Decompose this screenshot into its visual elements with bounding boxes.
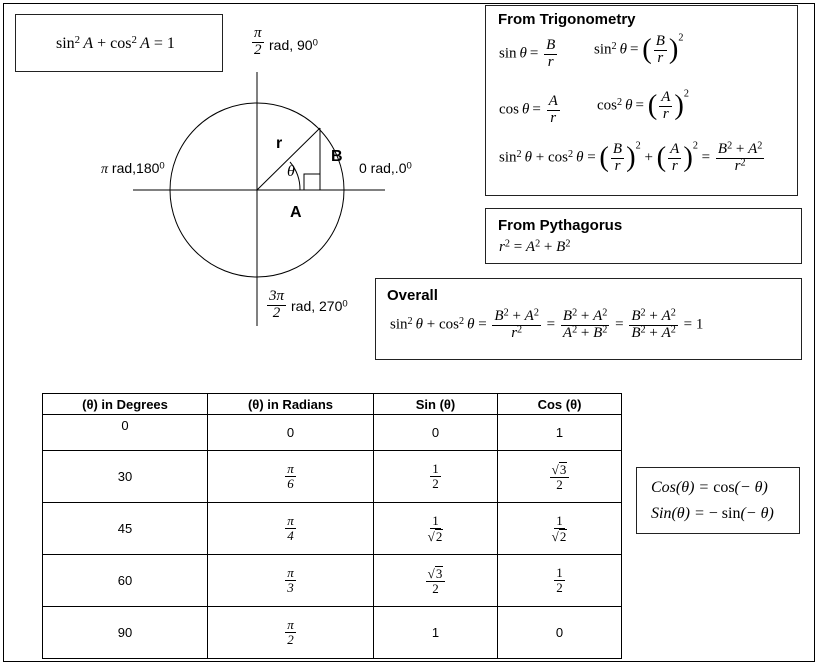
sin-theta-eq: sin θ = $\frac{B}{r}$	[499, 37, 556, 70]
table-header-row	[43, 394, 622, 415]
right-angle-label: 0 $rad,.0^0$	[359, 160, 412, 176]
cell-sin: 0	[374, 415, 498, 451]
pythagoras-box	[485, 208, 802, 264]
cell-cos: $\frac{1}{2}$	[498, 555, 622, 607]
header-cos: Cos (θ)	[498, 394, 622, 415]
table-row	[43, 555, 622, 607]
cell-cos: $\frac{√3}{2}$	[498, 451, 622, 503]
table-row	[43, 503, 622, 555]
angles-table	[42, 393, 622, 659]
header-degrees: (θ) in Degrees	[43, 394, 208, 415]
cell-degrees: 30	[43, 451, 208, 503]
sum-of-squares-eq: $\sin^2 \theta + \cos^2 \theta$ = ( $\frac{B}{r}$ )$^2$ + ( $\frac{A}{r}$ )$^2$ = $\frac{B^2 + A^2}{r^2}$	[499, 140, 763, 174]
pythagoras-title: From Pythagorus	[498, 217, 623, 234]
cell-cos: 1	[498, 415, 622, 451]
overall-title: Overall	[387, 287, 438, 304]
cos-theta-eq: cos θ = $\frac{A}{r}$	[499, 93, 558, 126]
cell-sin: $\frac{1}{√2}$	[374, 503, 498, 555]
top-angle-text: rad, $90^0$	[269, 37, 318, 53]
overall-equation: $\sin^2 \theta + \cos^2 \theta$ = $\frac{B^2 + A^2}{r^2}$ = $\frac{B^2 + A^2}{A^2 + B^2}$ = $\frac{B^2 + A^2}{B^2 + A^2}$ = 1	[390, 307, 704, 341]
table-row	[43, 415, 622, 451]
cell-cos: 0	[498, 607, 622, 659]
cell-cos: $\frac{1}{√2}$	[498, 503, 622, 555]
parity-identity-box	[636, 467, 800, 534]
trigonometry-box	[485, 5, 798, 196]
header-sin: Sin (θ)	[374, 394, 498, 415]
overall-box	[375, 278, 802, 360]
cell-radians: $\frac{\pi}{2}$	[208, 607, 374, 659]
cell-sin: $\frac{1}{2}$	[374, 451, 498, 503]
cell-radians: $\frac{\pi}{4}$	[208, 503, 374, 555]
identity-equation: $\sin^2 A + \cos^2 A = 1$	[56, 34, 175, 52]
theta-label: θ	[287, 163, 295, 180]
cell-sin: $\frac{√3}{2}$	[374, 555, 498, 607]
table-row	[43, 607, 622, 659]
cell-degrees: 60	[43, 555, 208, 607]
cell-radians: $\frac{\pi}{3}$	[208, 555, 374, 607]
side-b-label: B	[331, 148, 343, 165]
cell-degrees: 45	[43, 503, 208, 555]
radius-label: r	[276, 135, 283, 152]
cell-degrees: 0	[43, 415, 208, 451]
cell-sin: 1	[374, 607, 498, 659]
cos-sq-theta-eq: $\cos^2 \theta$ = ( $\frac{A}{r}$ )$^2$	[597, 88, 689, 122]
sin-sq-theta-eq: $\sin^2 \theta$ = ( $\frac{B}{r}$ )$^2$	[594, 32, 684, 66]
cell-radians: $\frac{\pi}{6}$	[208, 451, 374, 503]
sin-parity-line: Sin(θ) = − sin(− θ)	[651, 505, 774, 522]
right-angle-marker	[304, 174, 320, 190]
cos-parity-line: Cos(θ) = cos(− θ)	[651, 479, 768, 496]
bottom-angle-label: $\frac{3\pi}{2}$	[269, 288, 285, 321]
trigonometry-title: From Trigonometry	[498, 11, 636, 28]
table-row	[43, 451, 622, 503]
cell-degrees: 90	[43, 607, 208, 659]
left-angle-label: π rad,180$^0$	[101, 160, 165, 177]
pythagoras-equation: $r^2 = A^2 + B^2$	[499, 238, 571, 255]
top-angle-label: $\frac{\pi}{2}$	[254, 25, 262, 58]
side-a-label: A	[290, 204, 302, 221]
header-radians: (θ) in Radians	[208, 394, 374, 415]
cell-radians: 0	[208, 415, 374, 451]
bottom-angle-text: rad, $270^0$	[291, 298, 348, 314]
